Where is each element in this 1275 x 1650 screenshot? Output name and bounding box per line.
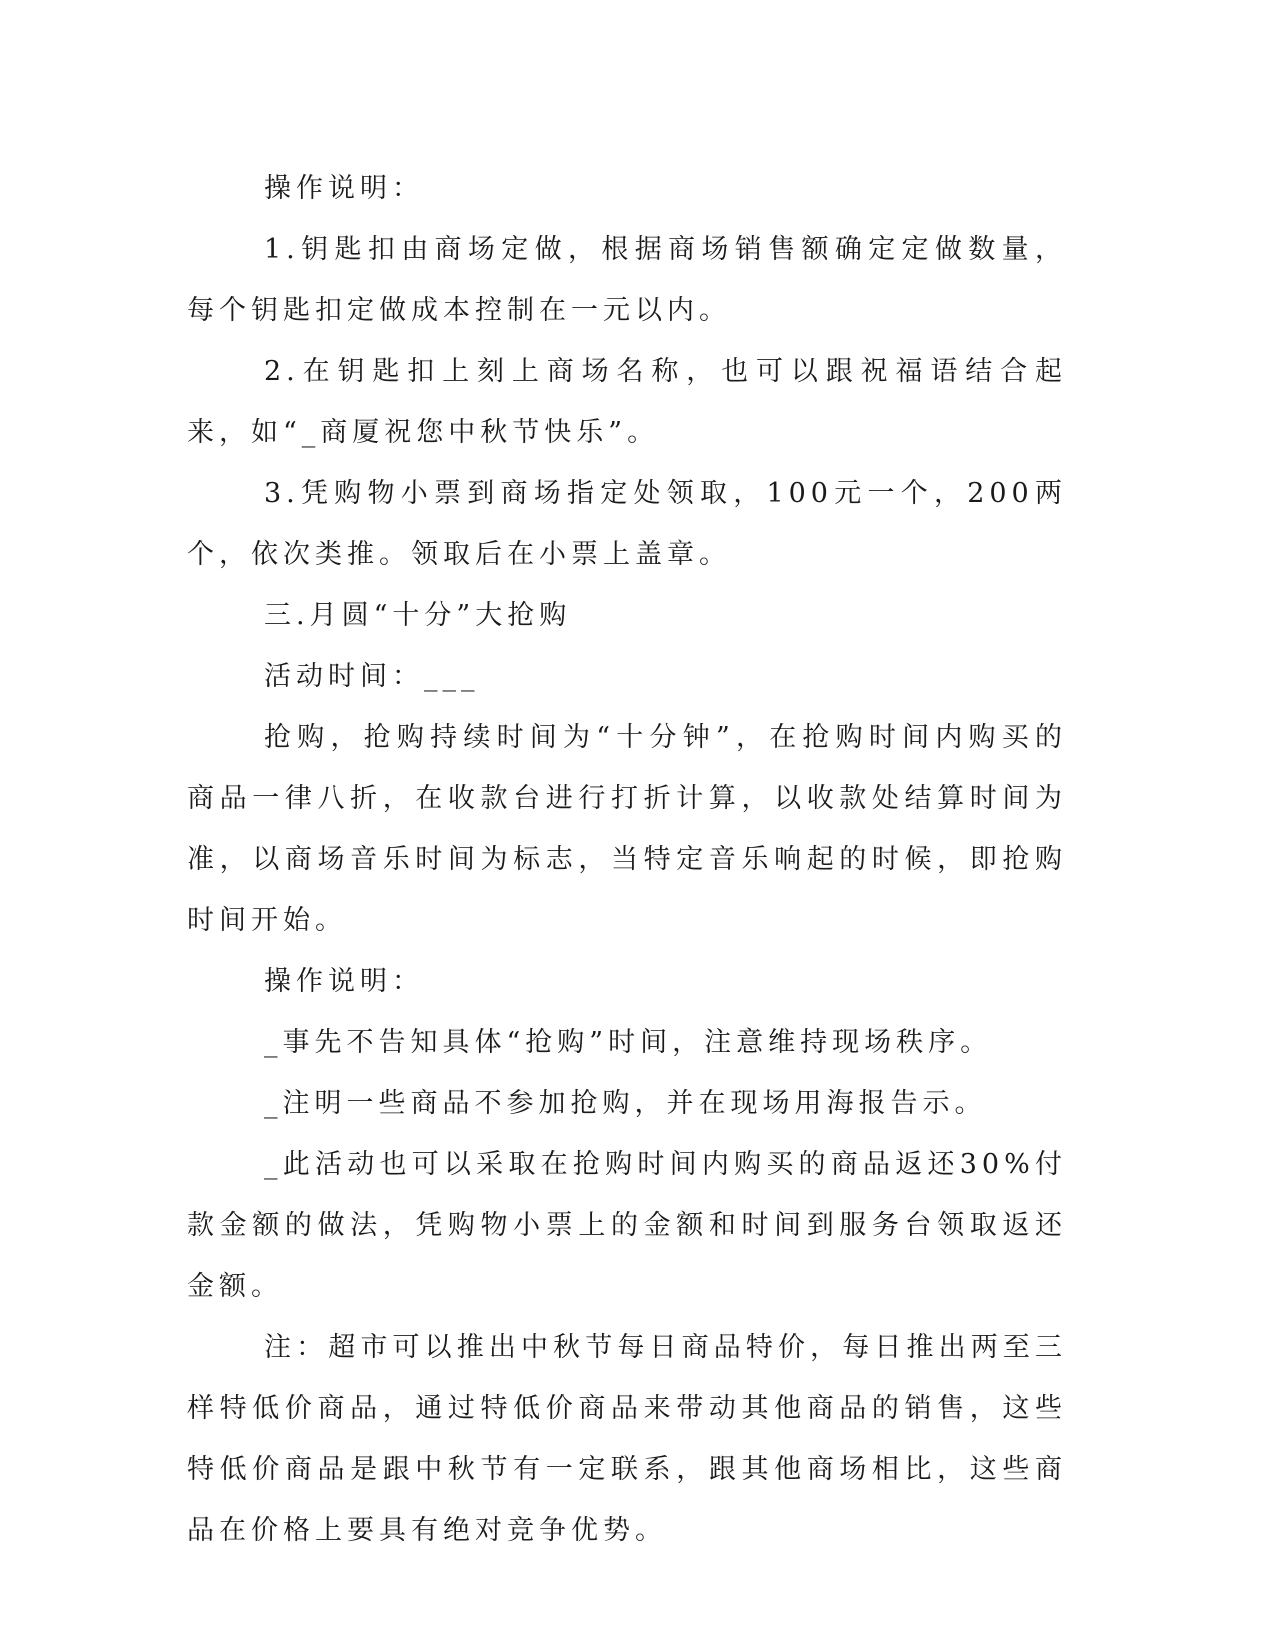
- paragraph-keychain-custom: 1.钥匙扣由商场定做，根据商场销售额确定定做数量，每个钥匙扣定做成本控制在一元以内。: [187, 234, 1067, 326]
- paragraph-receipt-redeem: 3.凭购物小票到商场指定处领取，100元一个，200两个，依次类推。领取后在小票上盖章。: [187, 478, 1067, 570]
- paragraph-operation-notes-1: 操作说明：: [264, 173, 424, 204]
- paragraph-operation-notes-2: 操作说明：: [264, 966, 424, 997]
- document-body: [187, 158, 1067, 1561]
- list-item-cashback-option: _此活动也可以采取在抢购时间内购买的商品返还30%付款金额的做法，凭购物小票上的金额和时间到服务台领取返还金额。: [187, 1149, 1067, 1302]
- list-item-no-advance-notice: _事先不告知具体“抢购”时间，注意维持现场秩序。: [264, 1027, 993, 1058]
- paragraph-flash-sale-rules: 抢购，抢购持续时间为“十分钟”，在抢购时间内购买的商品一律八折，在收款台进行打折计算，以收款处结算时间为准，以商场音乐时间为标志，当特定音乐响起的时候，即抢购时间开始。: [187, 722, 1067, 936]
- paragraph-keychain-engraving: 2.在钥匙扣上刻上商场名称，也可以跟祝福语结合起来，如“_商厦祝您中秋节快乐”。: [187, 356, 1067, 448]
- section-heading-flash-sale: 三.月圆“十分”大抢购: [264, 600, 572, 631]
- paragraph-event-time: 活动时间：___: [264, 661, 480, 692]
- list-item-excluded-goods: _注明一些商品不参加抢购，并在现场用海报告示。: [264, 1088, 987, 1119]
- paragraph-daily-specials-note: 注：超市可以推出中秋节每日商品特价，每日推出两至三样特低价商品，通过特低价商品来带动其他商品的销售，这些特低价商品是跟中秋节有一定联系，跟其他商场相比，这些商品在价格上要具有绝对竞争优势。: [187, 1332, 1067, 1546]
